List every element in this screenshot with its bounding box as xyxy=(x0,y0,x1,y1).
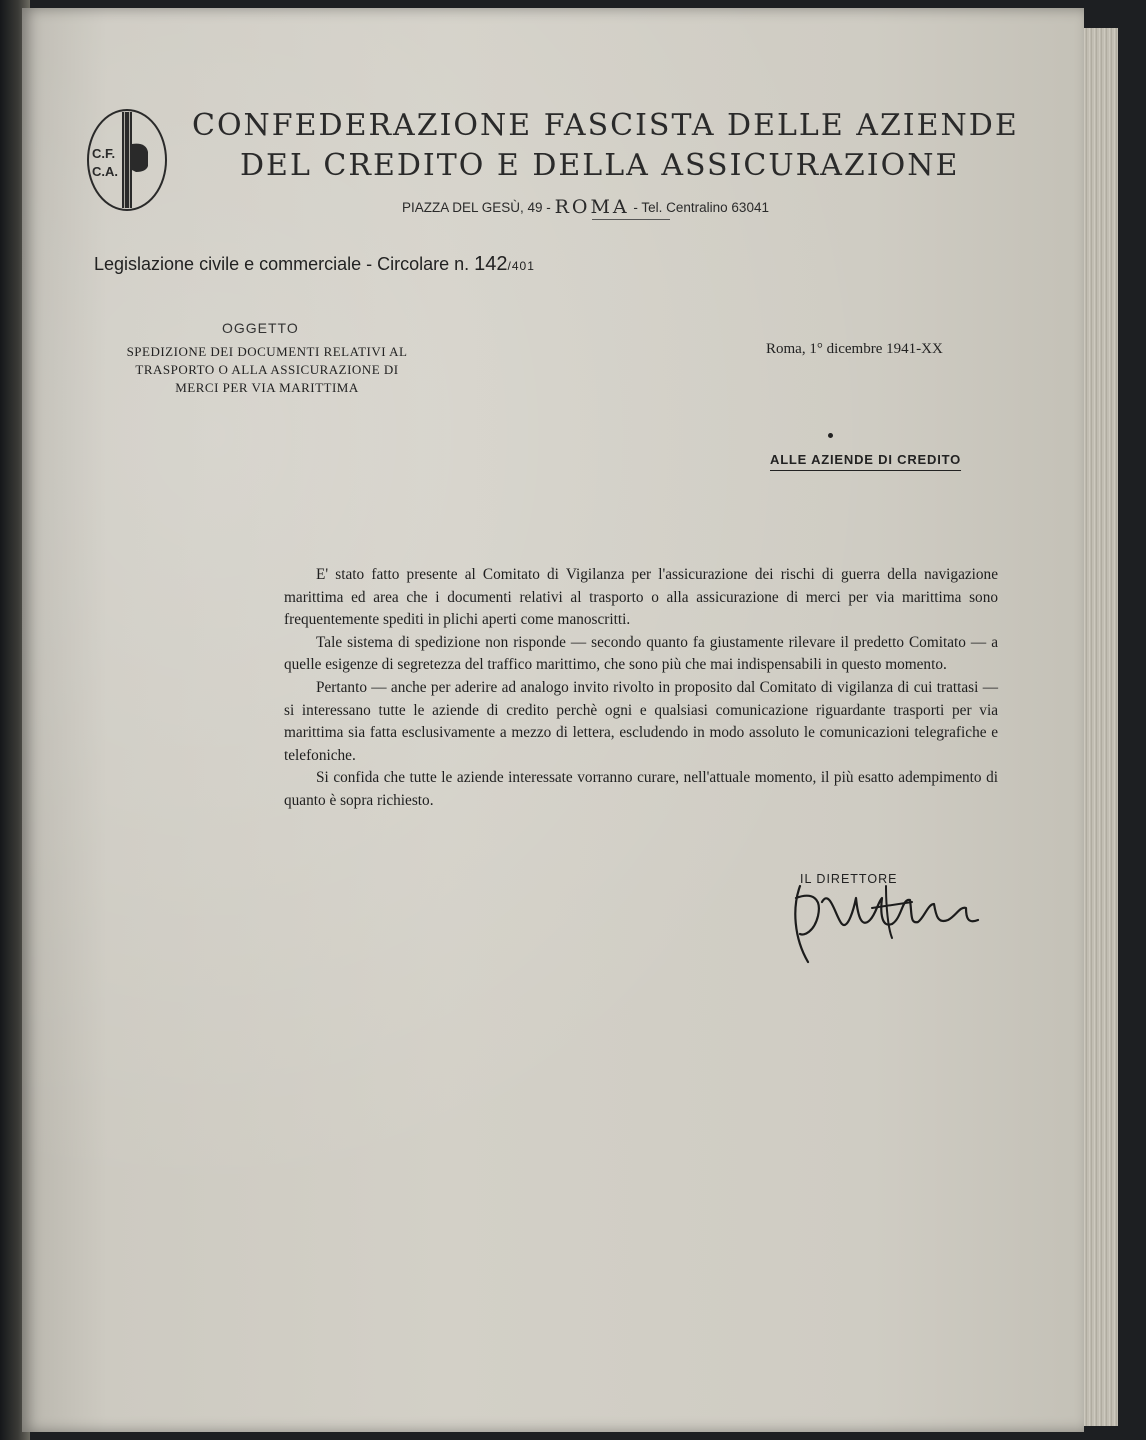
body-paragraph: E' stato fatto presente al Comitato di Vigilanza per l'assicurazione dei rischi di guerra della navigazione marittima ed area che i documenti relativi al trasporto o alla assicurazione di merci per via marittima sono frequentemente spediti in plichi aperti come manoscritti. xyxy=(284,566,998,629)
letter-date: Roma, 1° dicembre 1941-XX xyxy=(766,341,943,357)
subject-line: TRASPORTO O ALLA ASSICURAZIONE DI xyxy=(135,362,399,377)
organization-name-line2: DEL CREDITO E DELLA ASSICURAZIONE xyxy=(240,148,960,183)
letter-body xyxy=(284,564,998,813)
recipient-mark xyxy=(828,433,833,438)
organization-address xyxy=(402,196,769,218)
header-rule xyxy=(592,219,670,220)
organization-name-line1: CONFEDERAZIONE FASCISTA DELLE AZIENDE xyxy=(192,108,1019,143)
handwritten-signature xyxy=(752,858,992,978)
body-paragraph: Tale sistema di spedizione non risponde — secondo quanto fa giustamente rilevare il predetto Comitato — a quelle esigenze di segretezza del traffico marittimo, che sono più che mai indispensabili in questo momento. xyxy=(284,633,998,674)
circular-subnumber: /401 xyxy=(507,259,535,273)
cfca-logo-emblem xyxy=(86,108,168,212)
address-street: PIAZZA DEL GESÙ, 49 - xyxy=(402,200,555,215)
body-paragraph: Si confida che tutte le aziende interessate vorranno curare, nell'attuale momento, il più esatto adempimento di quanto è sopra richiesto. xyxy=(284,769,998,809)
subject-line: MERCI PER VIA MARITTIMA xyxy=(175,380,359,395)
address-phone: - Tel. Centralino 63041 xyxy=(629,200,769,215)
circular-label: Legislazione civile e commerciale - Circolare n. xyxy=(94,254,475,274)
circular-number: 142 xyxy=(474,253,508,275)
subject-text xyxy=(92,343,442,397)
subject-label: OGGETTO xyxy=(222,320,299,336)
body-paragraph: Pertanto — anche per aderire ad analogo invito rivolto in proposito dal Comitato di vigilanza di cui trattasi — si interessano tutte le aziende di credito perchè ogni e qualsiasi comunicazione riguardante trasporti per via marittima sia fatta esclusivamente a mezzo di lettera, escludendo in modo assoluto le comunicazioni telegrafiche e telefoniche. xyxy=(284,678,998,764)
address-city: ROMA xyxy=(554,196,630,218)
signatory-title: IL DIRETTORE xyxy=(800,872,898,886)
document-page xyxy=(22,8,1084,1432)
svg-text:C.A.: C.A. xyxy=(92,164,118,179)
recipient-line: ALLE AZIENDE DI CREDITO xyxy=(770,452,962,467)
svg-text:C.F.: C.F. xyxy=(92,146,116,161)
circular-reference xyxy=(94,253,535,276)
subject-line: SPEDIZIONE DEI DOCUMENTI RELATIVI AL xyxy=(126,344,408,359)
